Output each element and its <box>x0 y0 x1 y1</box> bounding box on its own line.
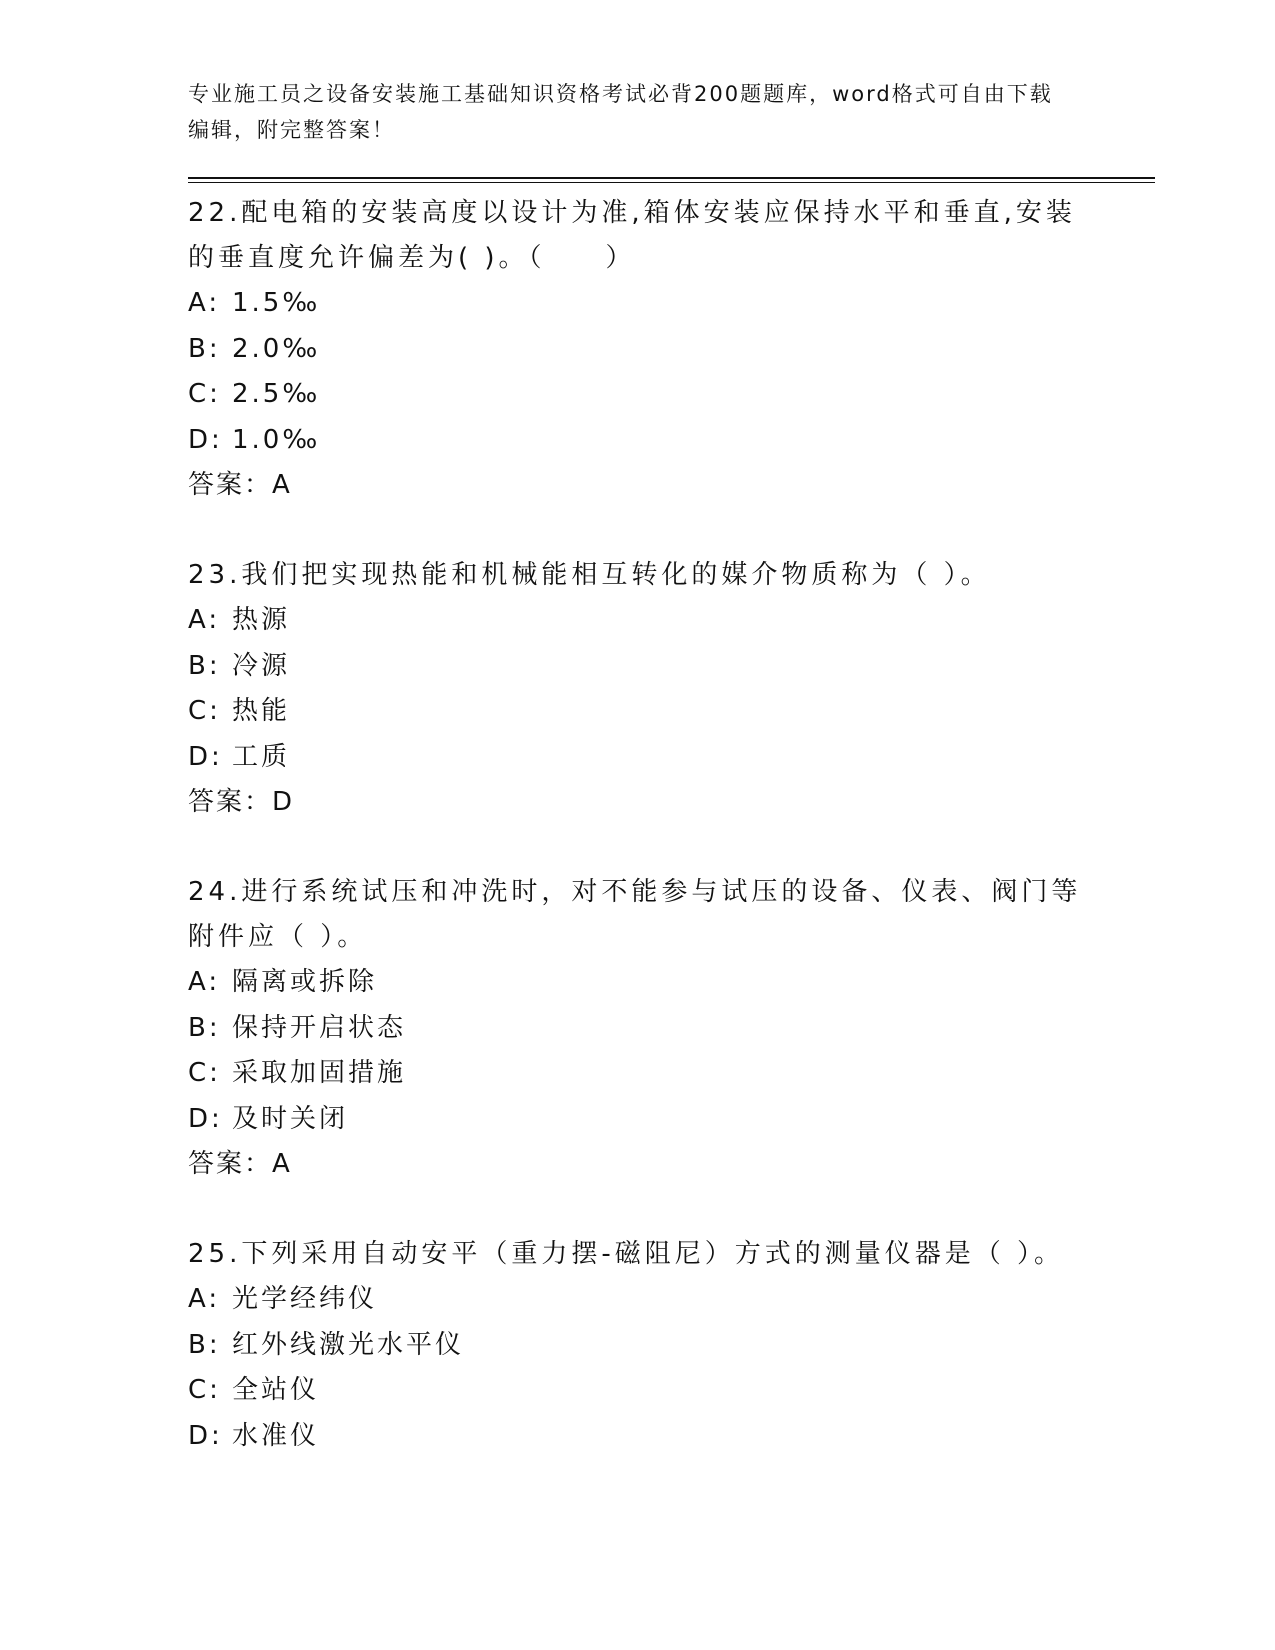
option-c <box>188 689 1088 735</box>
question-stem: 24.进行系统试压和冲洗时，对不能参与试压的设备、仪表、阀门等附件应（ ）。 <box>188 876 1082 952</box>
option-d <box>188 1414 1088 1460</box>
question-stem: 22.配电箱的安装高度以设计为准,箱体安装应保持水平和垂直,安装的垂直度允许偏差为( )。（ ） <box>188 198 1076 273</box>
option-text: 2.0‰ <box>232 333 321 364</box>
question-24 <box>188 870 1088 1188</box>
option-letter: B: <box>188 1012 221 1043</box>
option-text: 采取加固措施 <box>232 1058 407 1089</box>
document-header: 专业施工员之设备安装施工基础知识资格考试必背200题题库，word格式可自由下载编辑，附完整答案！ <box>188 82 1053 142</box>
option-text: 1.5‰ <box>232 288 321 318</box>
answer-line: 答案：D <box>188 787 295 818</box>
option-letter: B: <box>188 333 221 364</box>
option-b <box>188 327 1088 373</box>
option-text: 光学经纬仪 <box>232 1283 378 1314</box>
question-25 <box>188 1232 1088 1459</box>
option-d <box>188 418 1088 464</box>
question-stem: 23.我们把实现热能和机械能相互转化的媒介物质称为（ ）。 <box>188 559 991 590</box>
option-b <box>188 644 1088 690</box>
option-b <box>188 1323 1088 1369</box>
option-letter: B: <box>188 650 221 681</box>
option-c <box>188 372 1088 418</box>
option-text: 冷源 <box>232 650 291 681</box>
option-text: 2.5‰ <box>232 379 321 410</box>
option-text: 红外线激光水平仪 <box>232 1329 465 1360</box>
option-letter: A: <box>188 1283 221 1314</box>
option-a <box>188 1277 1088 1323</box>
option-text: 工质 <box>232 741 291 772</box>
option-letter: D: <box>188 1103 223 1134</box>
option-text: 保持开启状态 <box>232 1012 407 1043</box>
option-letter: C: <box>188 379 221 410</box>
option-letter: A: <box>188 966 221 997</box>
option-text: 及时关闭 <box>232 1103 349 1134</box>
option-letter: A: <box>188 288 221 318</box>
option-letter: D: <box>188 424 223 455</box>
header-rule-thin <box>188 182 1155 183</box>
option-letter: B: <box>188 1329 221 1360</box>
option-d <box>188 1097 1088 1143</box>
option-c <box>188 1368 1088 1414</box>
answer-line: 答案：A <box>188 1149 292 1180</box>
option-letter: D: <box>188 1420 223 1451</box>
question-list <box>188 191 1088 1503</box>
option-text: 热能 <box>232 696 291 727</box>
option-text: 隔离或拆除 <box>232 966 378 997</box>
option-text: 热源 <box>232 604 291 635</box>
option-a <box>188 598 1088 644</box>
option-letter: C: <box>188 1058 221 1089</box>
option-text: 全站仪 <box>232 1375 320 1406</box>
option-c <box>188 1051 1088 1097</box>
question-23 <box>188 553 1088 826</box>
option-b <box>188 1006 1088 1052</box>
option-a <box>188 960 1088 1006</box>
option-text: 水准仪 <box>232 1420 320 1451</box>
header-rule-thick <box>188 177 1155 179</box>
option-text: 1.0‰ <box>232 424 321 455</box>
option-letter: A: <box>188 604 221 635</box>
option-d <box>188 735 1088 781</box>
option-a <box>188 281 1088 327</box>
question-stem: 25.下列采用自动安平（重力摆-磁阻尼）方式的测量仪器是（ ）。 <box>188 1238 1064 1269</box>
question-22 <box>188 191 1088 509</box>
answer-line: 答案：A <box>188 470 292 501</box>
option-letter: C: <box>188 1375 221 1406</box>
option-letter: D: <box>188 741 223 772</box>
option-letter: C: <box>188 696 221 727</box>
